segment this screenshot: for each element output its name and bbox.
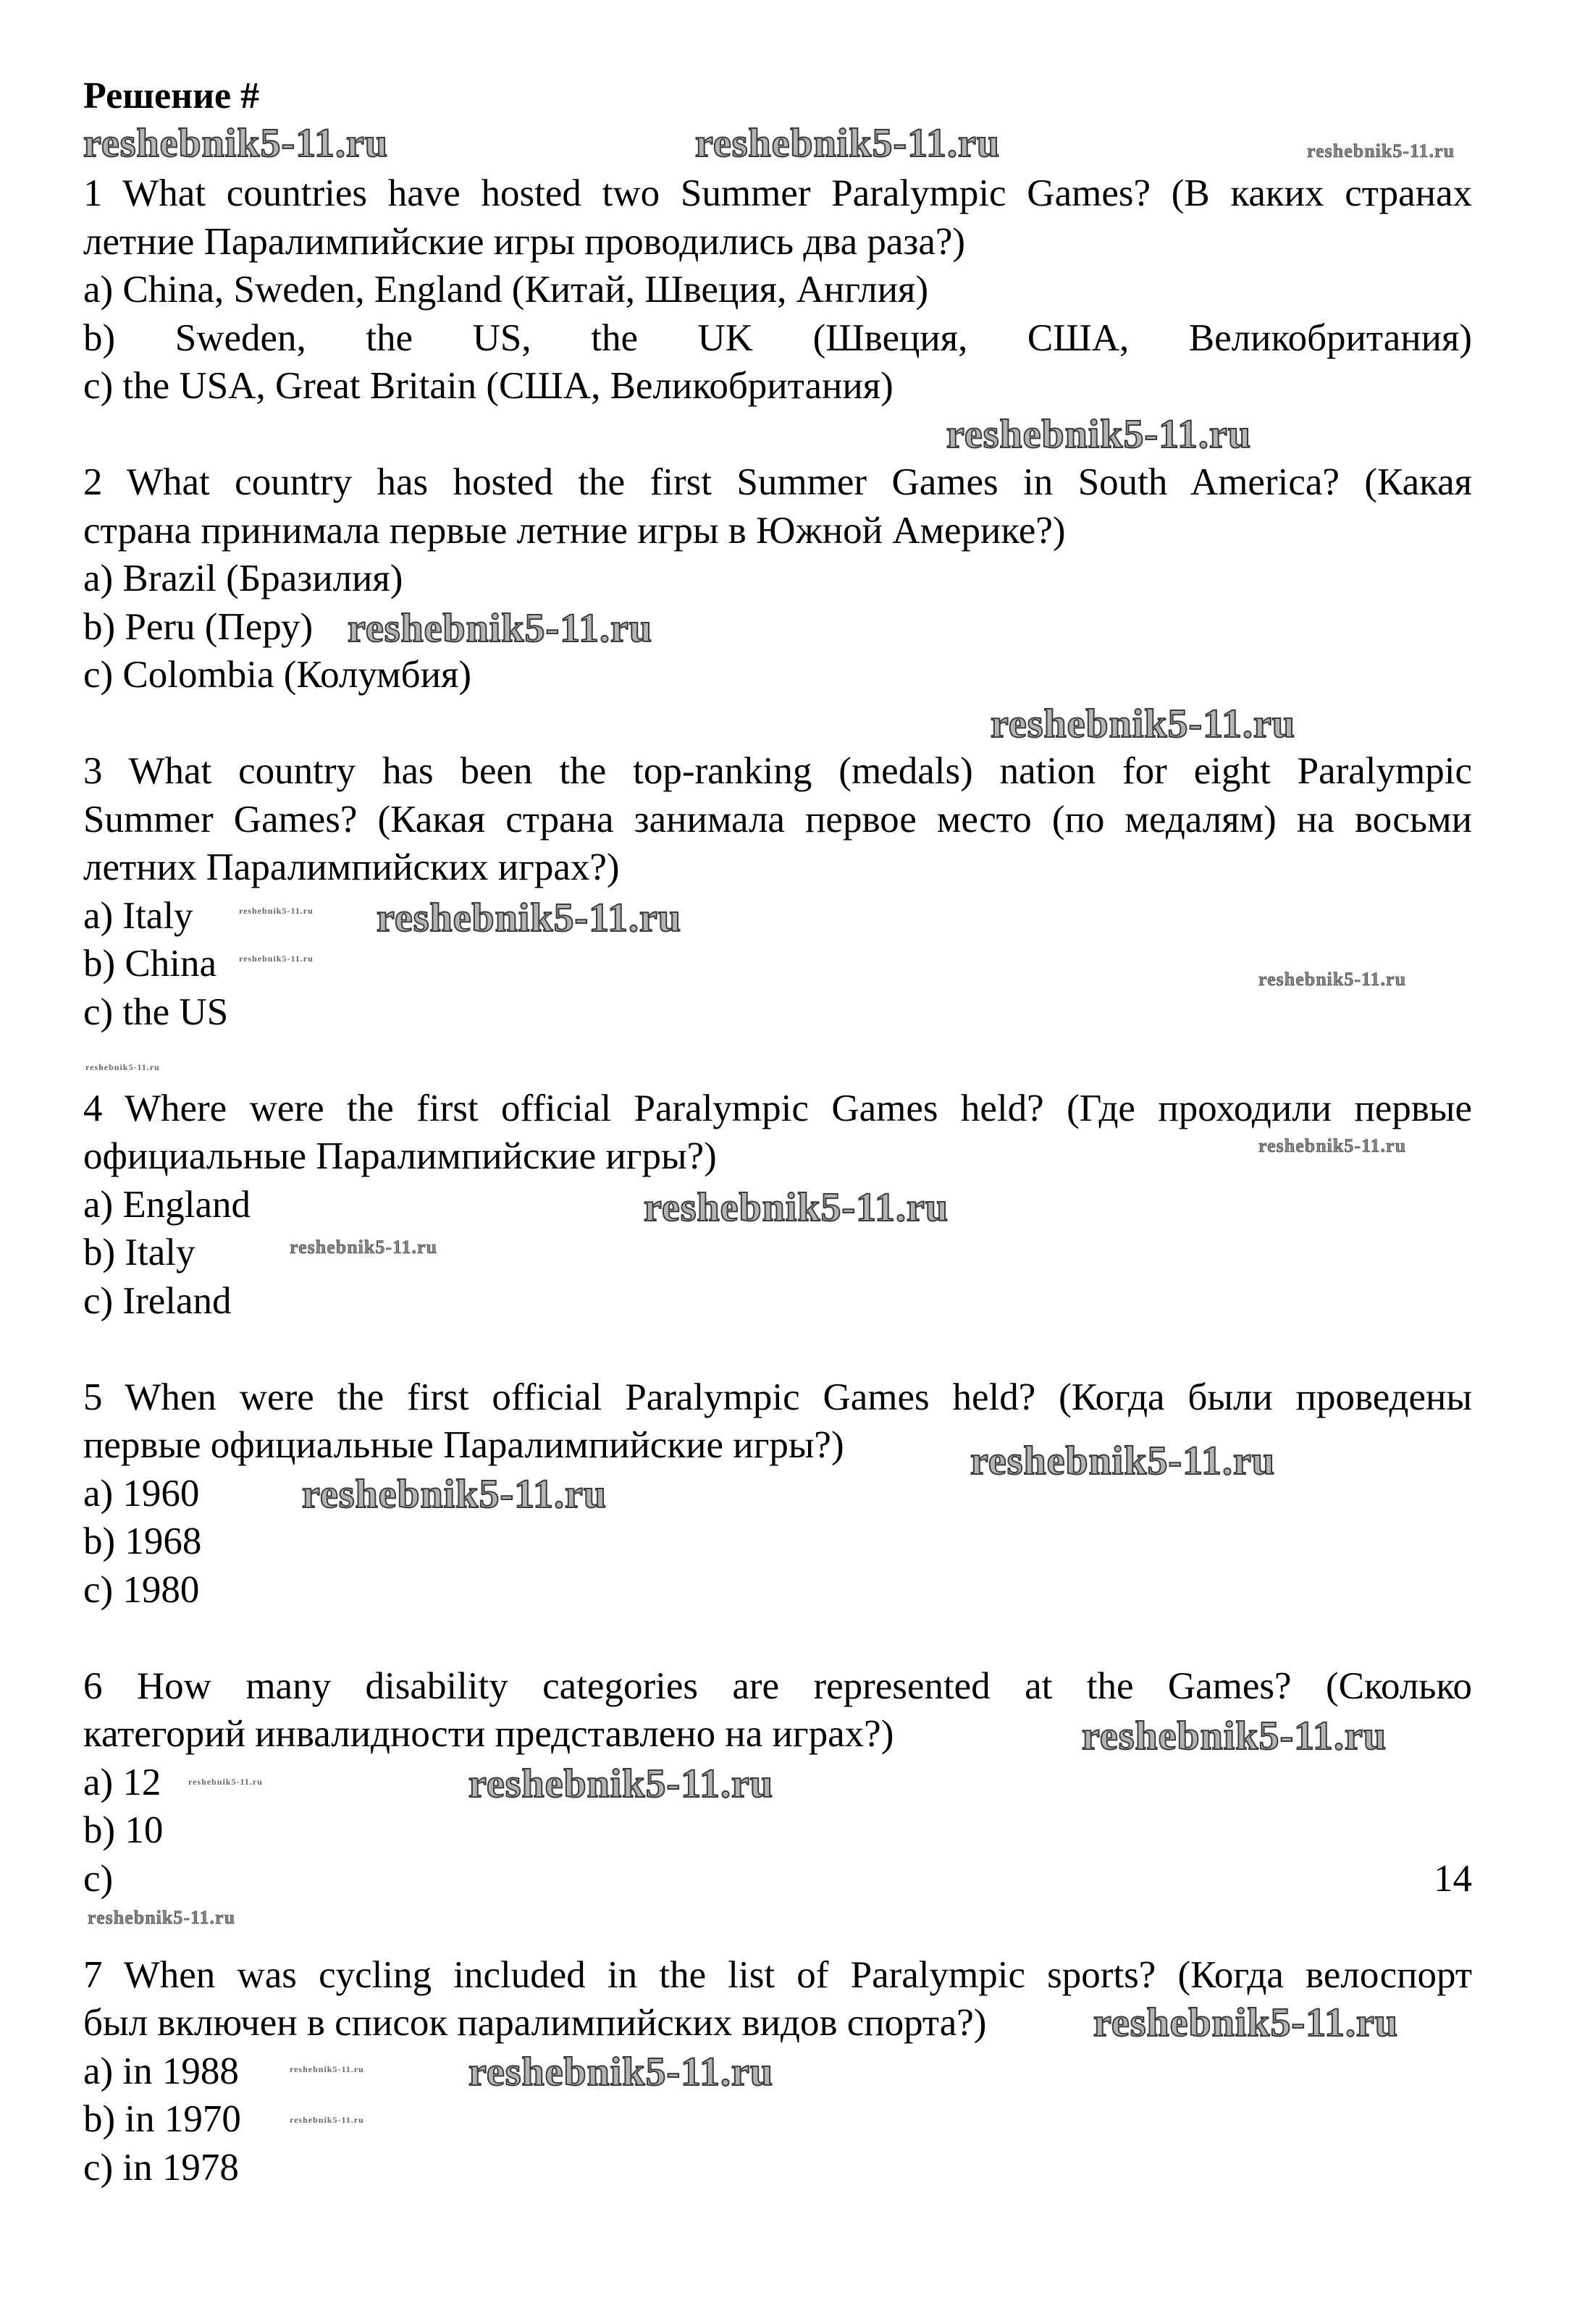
question-text-line: 2 What country has hosted the first Summer Games in South America? (Какая <box>83 461 1472 503</box>
question-text-line: 1 What countries have hosted two Summer Paralympic Games? (В каких странах <box>83 172 1472 214</box>
answer-option-a: a) 12 <box>83 1761 161 1803</box>
question-text-line: 3 What country has been the top-ranking (medals) nation for eight Paralympic <box>83 750 1472 792</box>
question-text-line: летних Паралимпийских играх?) <box>83 846 620 888</box>
answer-option-b: b) China <box>83 943 216 985</box>
question-3 <box>83 747 1472 1036</box>
watermark: reshebnik5-11.ru <box>239 906 314 916</box>
watermark: reshebnik5-11.ru <box>946 412 1252 457</box>
question-text-line: 5 When were the first official Paralympic Games held? (Когда были проведены <box>83 1376 1472 1418</box>
watermark: reshebnik5-11.ru <box>644 1185 949 1230</box>
answer-option-c: c) in 1978 <box>83 2146 239 2189</box>
answer-option-a: a) China, Sweden, England (Китай, Швеция, Англия) <box>83 269 929 311</box>
watermark: reshebnik5-11.ru <box>290 2115 364 2125</box>
question-text-line: категорий инвалидности представлено на играх?) <box>83 1713 894 1755</box>
watermark: reshebnik5-11.ru <box>1258 969 1407 990</box>
watermark: reshebnik5-11.ru <box>302 1472 607 1517</box>
question-2 <box>83 458 1472 699</box>
question-text-line: первые официальные Паралимпийские игры?) <box>83 1424 844 1466</box>
answer-option-c: c) 1980 <box>83 1568 200 1611</box>
answer-option-a: a) Brazil (Бразилия) <box>83 557 403 599</box>
watermark: reshebnik5-11.ru <box>88 1907 236 1928</box>
question-text-line: летние Паралимпийские игры проводились два раза?) <box>83 220 966 263</box>
question-text-line: страна принимала первые летние игры в Южной Америке?) <box>83 509 1066 552</box>
watermark: reshebnik5-11.ru <box>83 121 389 166</box>
answer-option-c: c) Ireland <box>83 1279 232 1322</box>
watermark: reshebnik5-11.ru <box>991 702 1296 746</box>
answer-option-b: b) Peru (Перу) <box>83 605 314 648</box>
watermark: reshebnik5-11.ru <box>970 1439 1276 1483</box>
answer-option-a: a) England <box>83 1183 251 1226</box>
watermark: reshebnik5-11.ru <box>468 2050 774 2094</box>
watermark: reshebnik5-11.ru <box>1082 1714 1387 1759</box>
answer-option-a: a) 1960 <box>83 1472 200 1515</box>
answer-option-b: b) 10 <box>83 1809 164 1851</box>
watermark: reshebnik5-11.ru <box>188 1777 263 1787</box>
question-text-line: был включен в список паралимпийских видов спорта?) <box>83 2002 987 2044</box>
answer-option-c: c) the USA, Great Britain (США, Великобритания) <box>83 365 894 407</box>
question-text-line: официальные Паралимпийские игры?) <box>83 1135 717 1177</box>
watermark: reshebnik5-11.ru <box>290 1237 438 1258</box>
answer-option-b: b) in 1970 <box>83 2098 241 2140</box>
questions-list <box>83 169 1472 2192</box>
answer-option-c: c) Colombia (Колумбия) <box>83 654 472 696</box>
answer-option-c: c) the US <box>83 990 229 1033</box>
answer-option-a: a) in 1988 <box>83 2050 239 2092</box>
answer-option-b: b) 1968 <box>83 1520 202 1562</box>
watermark: reshebnik5-11.ru <box>239 953 314 964</box>
answer-option-c: c) 14 <box>83 1857 1472 1900</box>
question-text-line: Summer Games? (Какая страна занимала первое место (по медалям) на восьми <box>83 798 1472 841</box>
question-text-line: 6 How many disability categories are represented at the Games? (Сколько <box>83 1664 1472 1707</box>
watermark: reshebnik5-11.ru <box>1258 1135 1407 1156</box>
watermark: reshebnik5-11.ru <box>348 606 653 651</box>
answer-option-a: a) Italy <box>83 894 193 937</box>
watermark: reshebnik5-11.ru <box>468 1761 774 1806</box>
watermark: reshebnik5-11.ru <box>695 121 1001 166</box>
watermark: reshebnik5-11.ru <box>377 896 682 940</box>
page-title: Решение # <box>83 75 260 117</box>
watermark: reshebnik5-11.ru <box>1093 2000 1399 2045</box>
question-text-line: 7 When was cycling included in the list of Paralympic sports? (Когда велоспорт <box>83 1953 1472 1996</box>
question-text-line: 4 Where were the first official Paralympic Games held? (Где проходили первые <box>83 1087 1472 1129</box>
watermark: reshebnik5-11.ru <box>1307 140 1455 161</box>
answer-option-b: b) Italy <box>83 1232 196 1273</box>
question-6 <box>83 1662 1472 1903</box>
question-5 <box>83 1373 1472 1614</box>
watermark: reshebnik5-11.ru <box>290 2064 364 2074</box>
watermark: reshebnik5-11.ru <box>85 1062 160 1072</box>
answer-option-b: b) Sweden, the US, the UK (Швеция, США, Великобритания) <box>83 316 1472 359</box>
question-1 <box>83 169 1472 411</box>
